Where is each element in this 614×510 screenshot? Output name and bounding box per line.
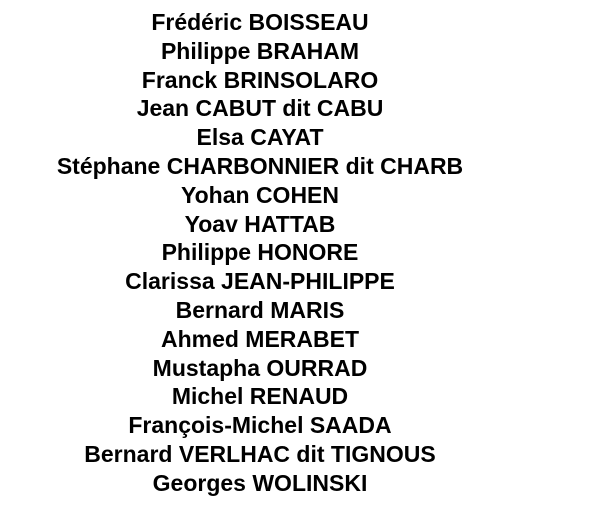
memorial-name: Yohan COHEN — [180, 181, 340, 208]
memorial-name: Jean CABUT dit CABU — [136, 95, 384, 122]
memorial-name: Bernard MARIS — [175, 296, 345, 323]
memorial-name: Bernard VERLHAC dit TIGNOUS — [84, 440, 436, 467]
memorial-name: Ahmed MERABET — [160, 325, 360, 352]
memorial-name: François-Michel SAADA — [128, 412, 392, 439]
memorial-name: Franck BRINSOLARO — [141, 66, 379, 93]
memorial-name: Frédéric BOISSEAU — [151, 9, 369, 35]
memorial-name: Stéphane CHARBONNIER dit CHARB — [56, 152, 464, 179]
memorial-name: Michel RENAUD — [171, 383, 349, 410]
memorial-name: Clarissa JEAN-PHILIPPE — [125, 268, 395, 295]
memorial-name: Elsa CAYAT — [196, 124, 324, 151]
memorial-name: Georges WOLINSKI — [152, 469, 368, 496]
memorial-name: Mustapha OURRAD — [152, 354, 368, 381]
memorial-name: Philippe HONORE — [161, 239, 359, 266]
memorial-name: Yoav HATTAB — [184, 210, 336, 237]
memorial-name: Philippe BRAHAM — [160, 37, 360, 64]
